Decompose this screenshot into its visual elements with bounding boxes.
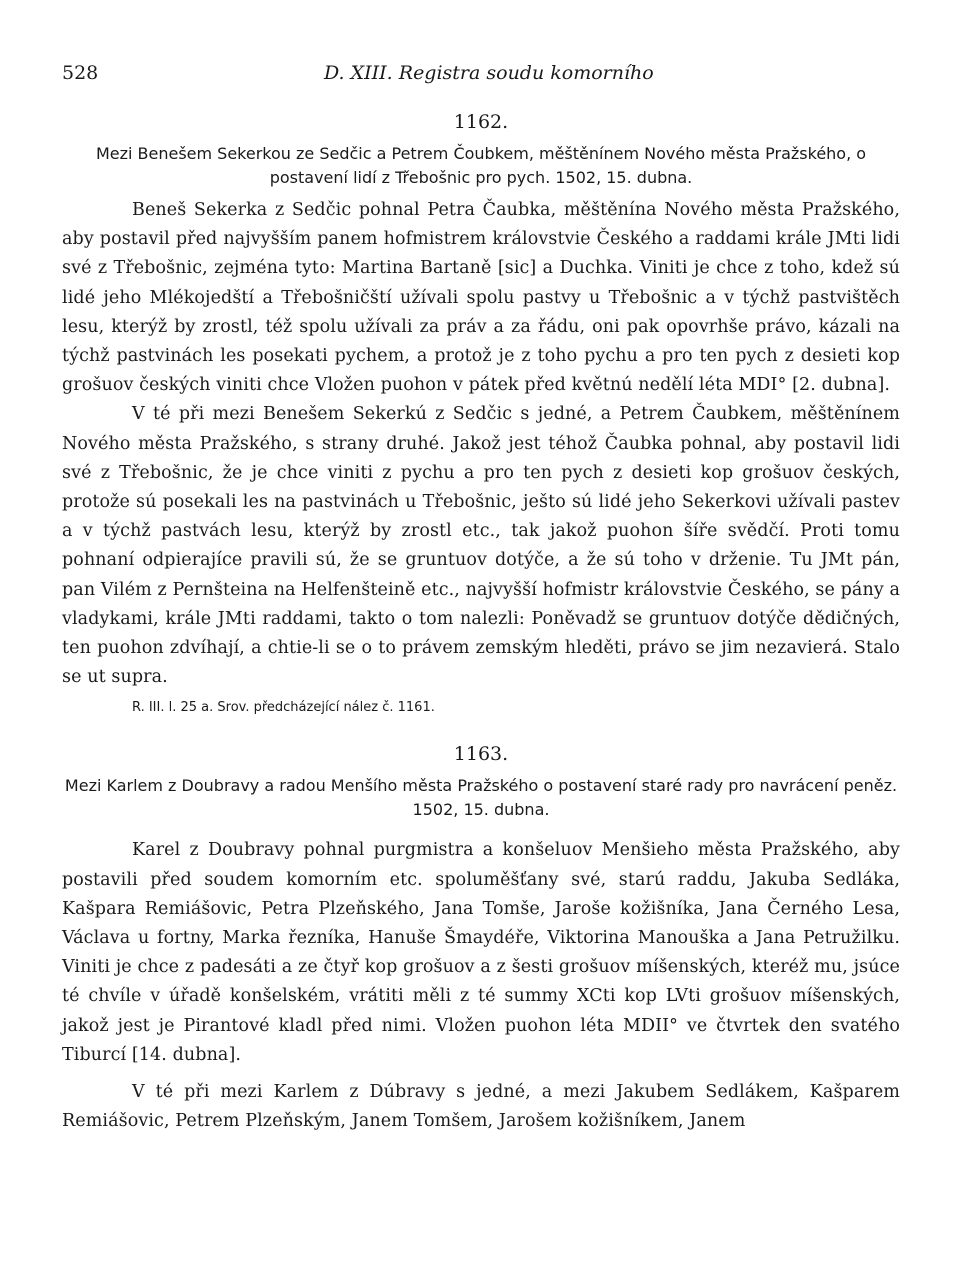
entry-1163 [62,740,900,1136]
page-body [62,108,900,1136]
entry-paragraph: Karel z Doubravy pohnal purgmistra a konšeluov Menšieho města Pražského, aby postavili před soudem komorním etc. spoluměšťany své, starú raddu, Jakuba Sedláka, Kašpara Remiášovic, Petra Plzeňského, Jana Tomše, Jaroše kožišníka, Jana Černého Lesa, Václava u fortny, Marka řezníka, Hanuše Šmaydéře, Viktorina Manouška a Jana Petružilku. Viniti je chce z padesáti a ze čtyř kop grošuov a z šesti grošuov míšenských, kteréž mu, jsúce té chvíle v úřadě konšelském, vrátiti měli z té summy XCti kop LVti grošuov míšenských, jakož jest je Pirantové kladl před nimi. Vložen puohon léta MDII° ve čtvrtek den svatého Tiburcí [14. dubna]. [62,840,900,1065]
entry-heading: Mezi Karlem z Doubravy a radou Menšího města Pražského o postavení staré rady pro navrácení peněz. 1502, 15. dubna. [64,776,898,820]
entry-number: 1163. [453,743,509,766]
entry-1162 [62,108,900,722]
page-number: 528 [62,62,99,84]
running-title: D. XIII. Registra soudu komorního [324,62,654,84]
entry-heading: Mezi Benešem Sekerkou ze Sedčic a Petrem Čoubkem, měštěnínem Nového města Pražského, o postavení lidí z Třebošnic pro pych. 1502, 15. dubna. [95,144,867,187]
entry-paragraph: V té při mezi Benešem Sekerkú z Sedčic s jedné, a Petrem Čaubkem, měštěnínem Nového města Pražského, s strany druhé. Jakož jest téhož Čaubka pohnal, aby postavil lidi své z Třebošnic, že je chce viniti z pychu a pro ten pych z desieti kop grošuov českých, protože sú posekali les na pastvinách u Třebošnic, ješto sú lidé jeho Sekerkovi užívali pastev a v týchž pastvách lesu, kterýž by zrostl etc., tak jakož puohon šíře svědčí. Proti tomu pohnaní odpierajíce pravili sú, že se gruntuov dotýče, a že sú toho v drženie. Tu JMt pán, pan Vilém z Pernšteina na Helfenšteině etc., najvyšší hofmistr královstvie Českého, se pány a vladykami, krále JMti raddami, takto o tom nalezli: Poněvadž se gruntuov dotýče dědičných, ten puohon zdvíhají, a chtie-li se o to právem zemským hleděti, právo se jim nezavierá. Stalo se ut supra. [62,404,901,688]
source-note: R. III. l. 25 a. Srov. předcházející nález č. 1161. [132,700,435,716]
entry-number: 1162. [453,111,509,133]
entry-paragraph: Beneš Sekerka z Sedčic pohnal Petra Čaubka, měštěnína Nového města Pražského, aby postavil před najvyšším panem hofmistrem královstvie Českého a raddami krále JMti lidi své z Třebošnic, zejména tyto: Martina Bartaně [sic] a Duchka. Viniti je chce z toho, kdež sú lidé jeho Mlékojedští a Třebošničští užívali spolu pastvy u Třebošnic a v týchž pastvištěch lesu, kterýž by zrostl, též spolu užívali za práv a za řádu, oni pak opovrhše právo, kázali na týchž pastvinách les posekati pychem, a protož je z toho pychu a pro ten pych z desieti kop grošuov českých viniti chce Vložen puohon v pátek před květnú nedělí léta MDI° [2. dubna]. [62,200,900,396]
entry-paragraph: V té při mezi Karlem z Dúbravy s jedné, a mezi Jakubem Sedlákem, Kašparem Remiášovic, Petrem Plzeňským, Janem Tomšem, Jarošem kožišníkem, Janem [62,1082,900,1132]
